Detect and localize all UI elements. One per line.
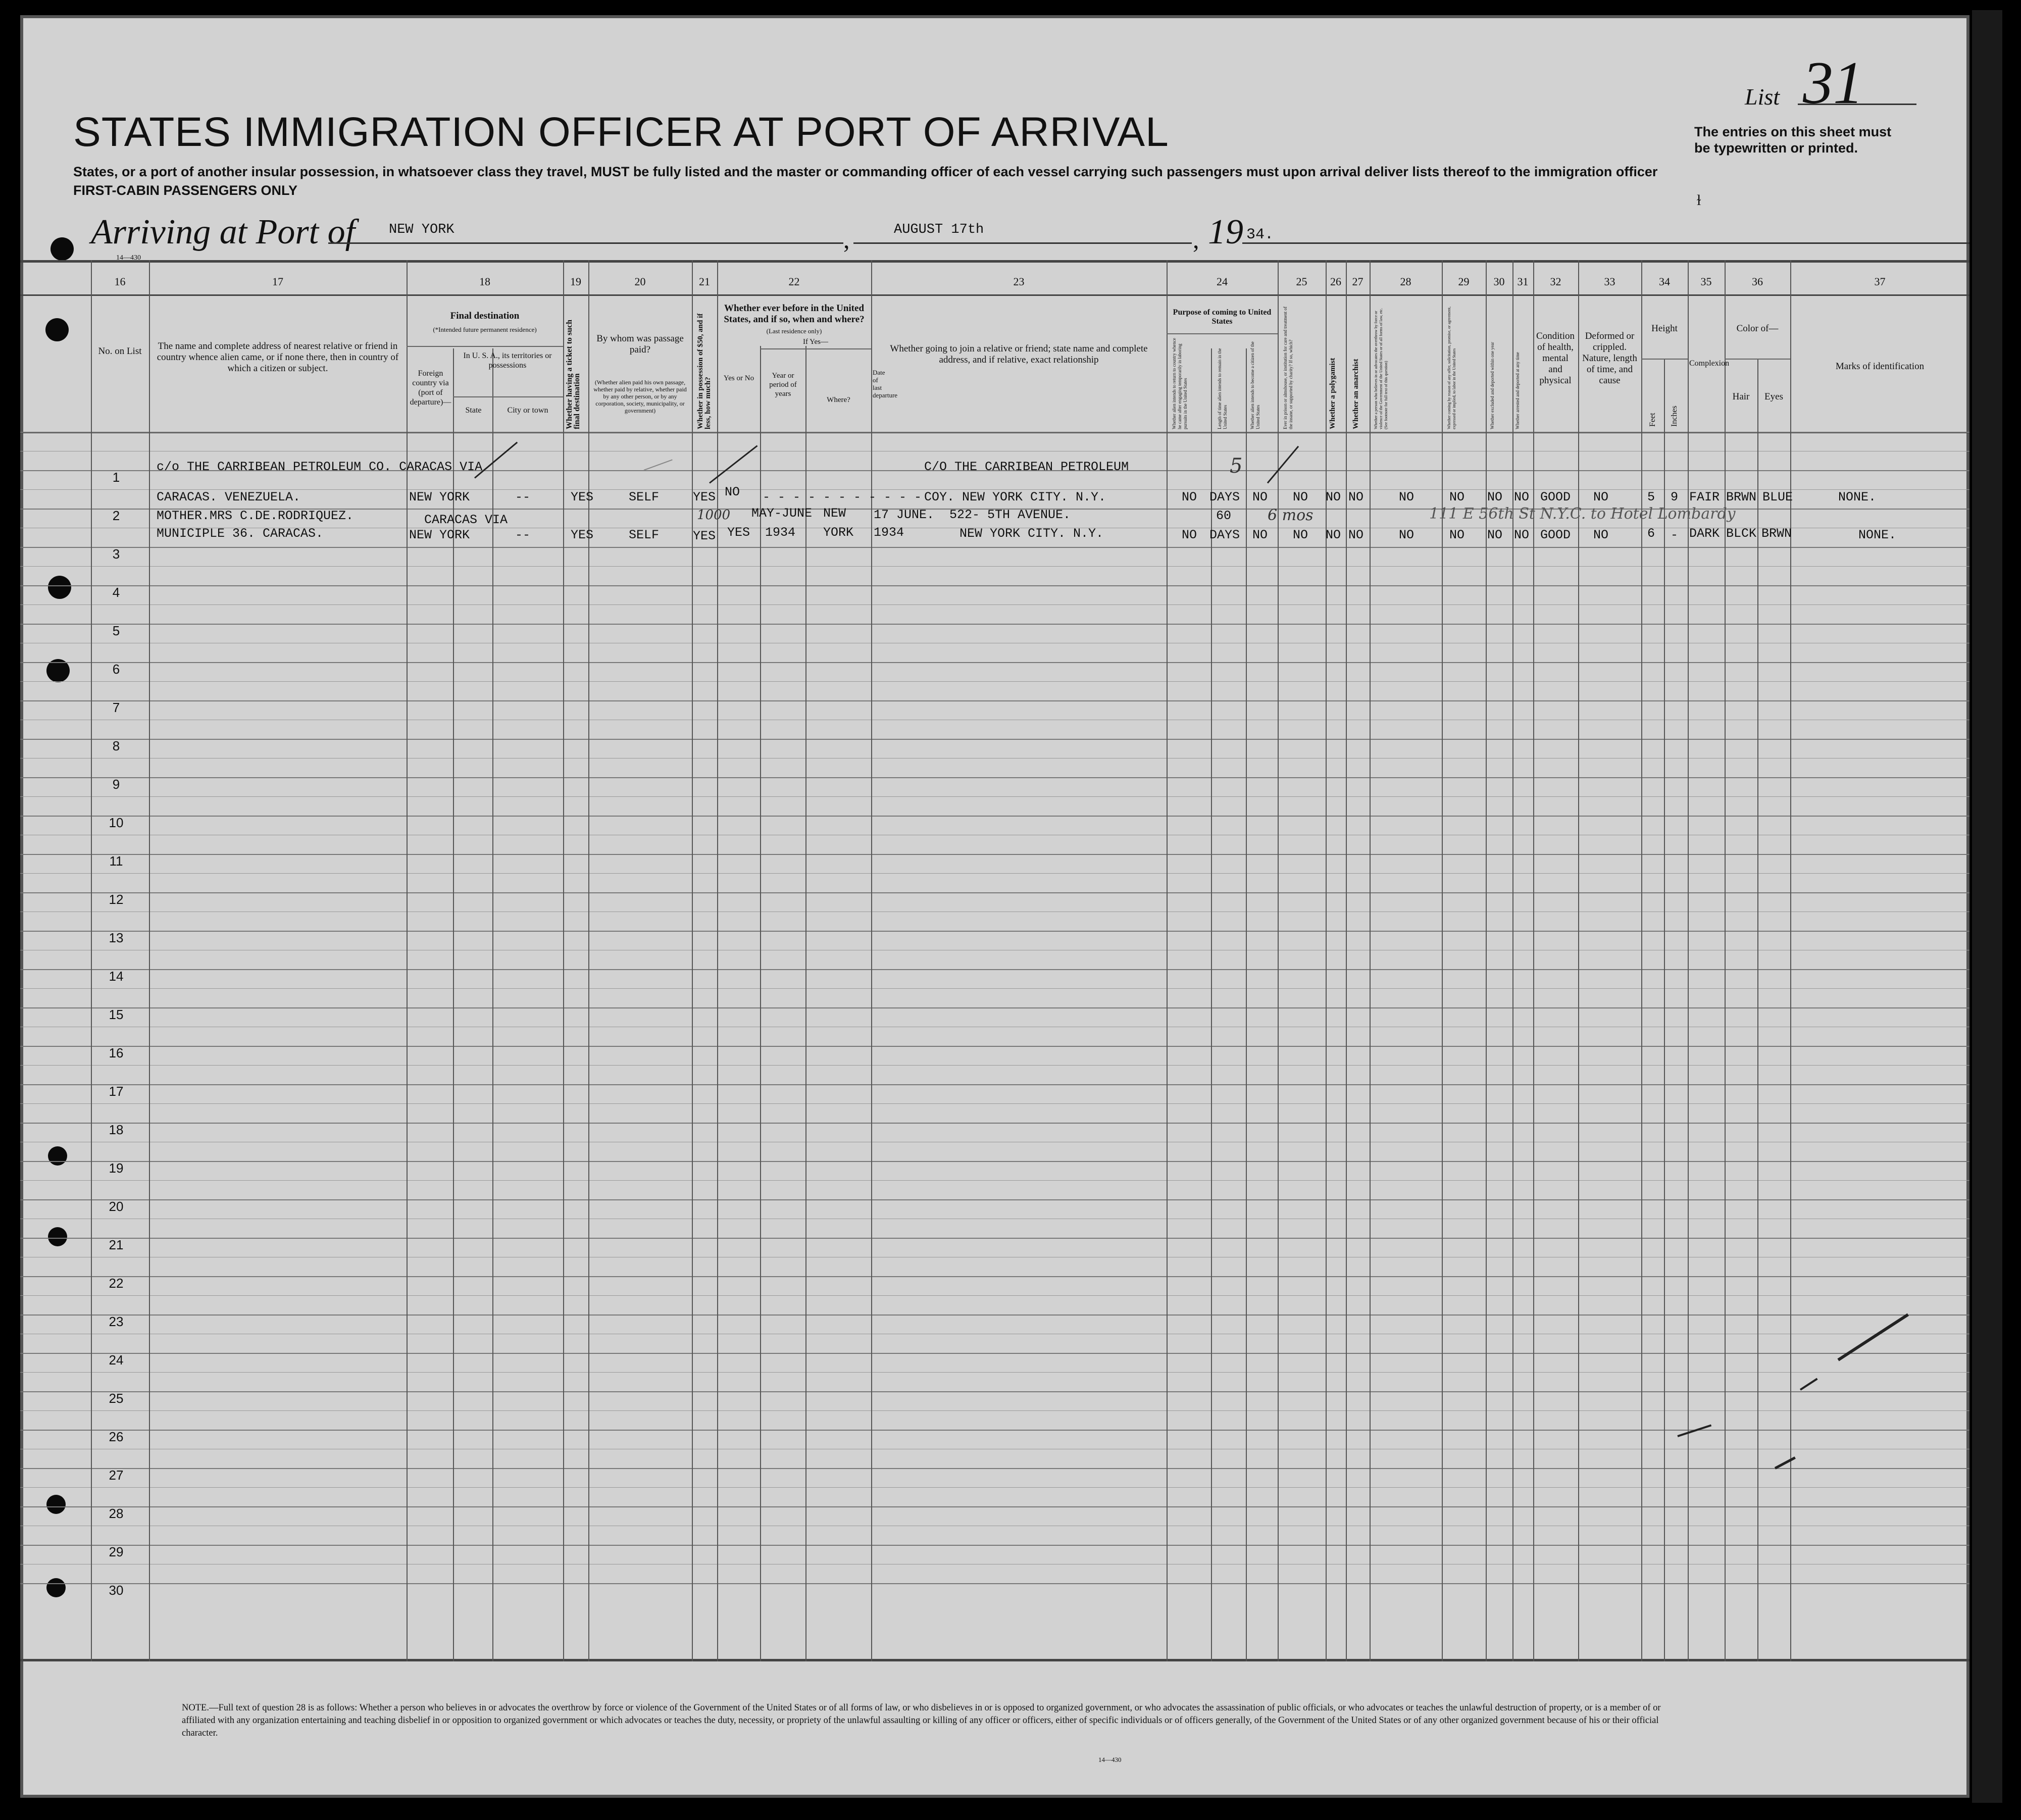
col-divider	[1370, 260, 1371, 1661]
entry-hair: BRWN	[1726, 490, 1757, 504]
row-line	[20, 432, 1969, 433]
entries-note-line-1: The entries on this sheet must	[1694, 124, 1892, 139]
col-divider	[1688, 260, 1689, 1661]
entry-fifty: YES	[693, 490, 716, 504]
row-number: 30	[109, 1583, 124, 1598]
header-no-on-list: No. on List	[98, 346, 142, 357]
row-number: 16	[109, 1045, 124, 1060]
header-before-in-us-sub: (Last residence only)	[766, 327, 822, 335]
row-number: 15	[109, 1007, 124, 1022]
header-deformed: Deformed or crippled. Nature, length of time, and cause	[1582, 331, 1637, 386]
col-divider	[1725, 260, 1726, 1661]
entry-where-2a: NEW	[823, 506, 846, 521]
instruction-text: States, or a port of another insular possession, in whatsoever class they travel, MUST be fully listed and the master or commanding officer of each vessel carrying such passengers must upon arrival deliver lists thereof to the immigration officer	[73, 164, 1658, 179]
row-line	[20, 892, 1969, 893]
entry-address-line2a: MOTHER.MRS C.DE.RODRIQUEZ.	[157, 509, 354, 523]
header-labor-offer: Whether coming by reason of any offer, solicitation, promise, or agreement, expressed or implied, to labor in the United States	[1447, 306, 1456, 429]
header-condition: Condition of health, mental and physical	[1536, 331, 1575, 386]
row-line	[20, 777, 1969, 778]
col-number: 31	[1517, 275, 1529, 288]
header-height: Height	[1651, 323, 1678, 334]
entry-ticket: YES	[571, 528, 594, 542]
col-number: 36	[1752, 275, 1763, 288]
header-purpose-return: Whether alien intends to return to country whence he came after engaging temporarily in laboring pursuits in the United States	[1172, 338, 1188, 429]
entry-joining: NEW YORK CITY. N.Y.	[959, 526, 1104, 541]
header-where: Where?	[827, 396, 850, 404]
row-line	[20, 1007, 1969, 1008]
manifest-table: 16 17 18 19 20 21 22 23 24 25 26 27 28 29 30 31 32 33 34 35 36 37 No. on List The name and complete address of nearest relative or friend in country whence alien came, or if none there, then in country of which a citizen or subject. Final destination (*Intended future permanent residence) Foreign country via (port of departure)— In U. S. A., its territories or possessions State City or town Whether having a ticket to such final destination By whom was passage paid? (Whether alien paid his own passage, whether paid by relative, whether paid by any other person, or by any corporation, society, municipality, or government) Whether in possession of $50, and if less, how much? Whether ever before in the United States, and if so, when and where? (Last residence only) If Yes— Yes or No Year or period of years Where? Date of last departure Whether going to join a relative or friend; state name and complete address, and if relative, exact relationship Purpose of coming to United States Whether alien intends to return to country whence he came after engaging temporarily in laboring pursuits in the United States Length of time alien intends to remain in the United States Whether alien intends to become a citizen of the United States Ever in prison or almshouse, or institution for care and treatment of the insane, or supported by charity? If so, which? Whether a polygamist Whether an anarchist Whether a person who believes in or advocates the overthrow by force or violence of the Government of the United States or of all forms of law, etc. (See footnote for full text of this question) Whether coming by reason of any offer, solicitation, promise, or agreement, expressed or implied, to labor in the United States Whether excluded and deported within one year Whether arrested and deported at any time Condition of health, mental and physical Deformed or crippled. Nature, length of time, and cause Height Feet Inches Complexion Color of— Hair Eyes Marks of identification 1 2 3 4 5 6 7 8 9 10 11 12 13 14 15 16 17 18 19 20 21 22 23 24 25 26 27 28 29 30 c/o THE CARRIBEAN PETROLEUM CO. CARACAS VIA C/O THE CARRIBEAN PETROLEUM CARACAS. VENEZUELA. NEW YORK -- YES SELF YES NO - - - - - - - - - - - COY. NEW YORK CITY. N.Y. NO DAYS NO NO NO NO NO NO NO NO GOOD NO 5 9 FAIR BRWN BLUE NONE. MOTHER.MRS C.DE.RODRIQUEZ. CARACAS VIA MAY-JUNE NEW 17 JUNE. 522- 5TH AVENUE. 60 MUNICIPLE 36. CARACAS. NEW YORK -- YES SELF YES YES 1934 YORK 1934 NEW YORK CITY. N.Y. NO DAYS NO NO NO NO NO NO NO NO GOOD NO 6 - DARK BLCK BRWN NONE. 5 1000 6 mos 111 E 56th St N.Y.C. to Hotel Lombardy	[20, 260, 1969, 1661]
header-passage-paid: By whom was passage paid?	[596, 333, 684, 355]
entry-citizen: NO	[1252, 490, 1268, 504]
col-divider	[1641, 260, 1642, 1661]
form-code: 14—430	[1098, 1756, 1122, 1763]
row-line	[20, 1238, 1969, 1239]
header-hair: Hair	[1732, 391, 1750, 402]
port-value: NEW YORK	[389, 222, 454, 237]
header-polygamist: Whether a polygamist	[1329, 358, 1337, 429]
entry-year-2a: MAY-JUNE	[751, 506, 813, 521]
row-number: 25	[109, 1391, 124, 1406]
col-number: 29	[1458, 275, 1470, 288]
row-subline	[20, 1065, 1969, 1066]
entry-where: YORK	[823, 525, 854, 540]
entry-joining-2a: 522- 5TH AVENUE.	[949, 508, 1071, 522]
entry-deformed: NO	[1593, 528, 1609, 542]
header-year: Year or period of years	[769, 372, 797, 398]
entry-paid-by: SELF	[629, 490, 660, 504]
row-line	[20, 1583, 1969, 1584]
entry-citizen: NO	[1252, 528, 1268, 542]
year-fill-line	[1242, 242, 1969, 244]
entry-foreign-port: NEW YORK	[409, 528, 470, 542]
row-number: 1	[112, 470, 120, 485]
row-number: 20	[109, 1199, 124, 1214]
col-number: 35	[1700, 275, 1712, 288]
class-line: FIRST-CABIN PASSENGERS ONLY	[73, 183, 298, 198]
row-number: 21	[109, 1237, 124, 1252]
entry-complexion: DARK	[1689, 526, 1720, 541]
entry-overthrow: NO	[1399, 490, 1414, 504]
subhdr-line	[760, 348, 871, 349]
tick-mark: ɫ	[1697, 192, 1701, 209]
col-number: 34	[1659, 275, 1670, 288]
row-number: 11	[109, 853, 123, 869]
row-subline	[20, 873, 1969, 874]
entry-before-us: YES	[727, 525, 750, 540]
comma: ,	[1193, 225, 1199, 254]
row-number: 6	[112, 662, 120, 677]
col-divider	[760, 346, 761, 1661]
entry-return: NO	[1182, 528, 1197, 542]
col-divider	[1664, 359, 1665, 1661]
row-number: 10	[109, 815, 124, 830]
row-subline	[20, 566, 1969, 567]
arriving-label: Arriving at Port of	[91, 213, 356, 251]
col-divider	[1486, 260, 1487, 1661]
entry-date: 1934	[874, 525, 904, 540]
col-divider	[492, 348, 493, 1661]
subhdr-line	[453, 396, 563, 397]
entry-excluded: NO	[1487, 528, 1503, 542]
header-feet: Feet	[1648, 413, 1657, 427]
entry-foreign-port-2a: CARACAS VIA	[424, 513, 508, 527]
entry-return: NO	[1182, 490, 1197, 504]
col-divider	[1211, 348, 1212, 1661]
row-line	[20, 854, 1969, 855]
header-arrested: Whether arrested and deported at any time	[1515, 352, 1520, 429]
comma: ,	[843, 225, 850, 254]
entry-health: GOOD	[1540, 490, 1571, 504]
col-divider	[149, 260, 150, 1661]
header-color-of: Color of—	[1736, 323, 1779, 334]
header-purpose: Purpose of coming to United States	[1173, 308, 1272, 326]
row-number: 26	[109, 1429, 124, 1444]
row-number: 14	[109, 969, 124, 984]
row-number: 27	[109, 1468, 124, 1483]
header-joining-relative: Whether going to join a relative or friend; state name and complete address, and if relative, exact relationship	[890, 343, 1148, 365]
header-anarchist: Whether an anarchist	[1352, 359, 1360, 429]
page-title: STATES IMMIGRATION OFFICER AT PORT OF ARRIVAL	[73, 109, 1169, 155]
col-number: 28	[1400, 275, 1411, 288]
entry-length-2a: 60	[1216, 509, 1232, 523]
binder-hole	[50, 237, 74, 261]
entry-health: GOOD	[1540, 528, 1571, 542]
entry-length: DAYS	[1209, 528, 1240, 542]
row-number: 22	[109, 1276, 124, 1291]
header-purpose-citizen: Whether alien intends to become a citizen of the United States	[1250, 341, 1260, 429]
entry-arrested: NO	[1514, 528, 1530, 542]
row-subline	[20, 988, 1969, 989]
handwritten-duration: 6 mos	[1268, 507, 1313, 524]
entry-state: --	[515, 490, 531, 504]
row-line	[20, 700, 1969, 701]
col-divider	[1167, 260, 1168, 1661]
entry-before-us: NO	[725, 485, 740, 499]
col-divider	[1790, 260, 1791, 1661]
subhdr-line	[1641, 359, 1688, 360]
row-subline	[20, 681, 1969, 682]
entry-deformed: NO	[1593, 490, 1609, 504]
handwritten-amount: 1000	[697, 508, 731, 523]
row-number: 29	[109, 1544, 124, 1559]
header-fifty-dollars: Whether in possession of $50, and if less, how much?	[696, 313, 712, 429]
header-overthrow: Whether a person who believes in or advocates the overthrow by force or violence of the Government of the United States or of all forms of law, etc. (See footnote for full text of this question)	[1374, 308, 1388, 429]
row-number: 23	[109, 1314, 124, 1329]
entry-labor: NO	[1449, 490, 1465, 504]
col-number: 19	[570, 275, 581, 288]
row-number: 13	[109, 930, 124, 945]
col-number: 23	[1013, 275, 1025, 288]
col-number: 16	[114, 275, 126, 288]
col-divider	[1346, 260, 1347, 1661]
col-divider	[453, 348, 454, 1661]
col-divider	[1246, 348, 1247, 1661]
col-divider	[91, 260, 92, 1661]
entries-note	[1694, 124, 1891, 156]
row-subline	[20, 1295, 1969, 1296]
col-divider	[692, 260, 693, 1661]
col-number: 18	[479, 275, 490, 288]
header-ticket: Whether having a ticket to such final destination	[565, 319, 581, 429]
row-subline	[20, 796, 1969, 797]
col-number: 27	[1352, 275, 1363, 288]
row-subline	[20, 758, 1969, 759]
entry-joining-line0: C/O THE CARRIBEAN PETROLEUM	[924, 460, 1129, 474]
entry-labor: NO	[1449, 528, 1465, 542]
row-number: 8	[112, 738, 120, 753]
header-eyes: Eyes	[1764, 391, 1783, 402]
row-line	[20, 624, 1969, 625]
entry-joining: COY. NEW YORK CITY. N.Y.	[924, 490, 1106, 504]
col-number: 21	[699, 275, 710, 288]
year-prefix: 19	[1208, 213, 1243, 251]
entry-marks: NONE.	[1858, 528, 1897, 542]
row-subline	[20, 1487, 1969, 1488]
list-number: 31	[1803, 49, 1863, 116]
entry-address-line0: c/o THE CARRIBEAN PETROLEUM CO. CARACAS VIA	[157, 460, 483, 474]
col-number: 25	[1296, 275, 1307, 288]
row-number: 9	[112, 777, 120, 792]
col-divider	[1442, 260, 1443, 1661]
row-line	[20, 585, 1969, 586]
col-number: 33	[1604, 275, 1615, 288]
entry-length: DAYS	[1209, 490, 1240, 504]
handwritten-address: 111 E 56th St N.Y.C. to Hotel Lombardy	[1429, 505, 1736, 523]
entry-state: --	[515, 528, 531, 542]
row-line	[20, 662, 1969, 663]
header-yes-no: Yes or No	[723, 374, 754, 382]
row-line	[20, 1276, 1969, 1277]
row-line	[20, 1199, 1969, 1200]
header-nearest-relative: The name and complete address of nearest relative or friend in country whence alien came, or if none there, then in country of which a citizen or subject.	[157, 341, 399, 374]
row-number: 4	[112, 585, 120, 600]
header-complexion: Complexion	[1689, 359, 1730, 368]
row-number: 2	[112, 508, 120, 523]
col-divider	[1512, 260, 1513, 1661]
entry-year: 1934	[765, 525, 796, 540]
entry-fifty: YES	[693, 529, 716, 543]
col-divider	[1757, 359, 1758, 1661]
row-number: 5	[112, 623, 120, 638]
row-line	[20, 931, 1969, 932]
col-number: 26	[1330, 275, 1341, 288]
header-final-destination: Final destination	[450, 311, 520, 321]
header-foreign-country: Foreign country via (port of departure)—	[410, 369, 451, 407]
entry-hair: BLCK	[1726, 526, 1757, 541]
entry-address: MUNICIPLE 36. CARACAS.	[157, 526, 324, 541]
col-divider	[1578, 260, 1579, 1661]
list-label: List	[1745, 84, 1780, 110]
col-number: 24	[1217, 275, 1228, 288]
header-before-in-us: Whether ever before in the United States, and if so, when and where?	[724, 303, 865, 325]
row-number: 28	[109, 1506, 124, 1521]
row-line	[20, 1468, 1969, 1469]
date-value: AUGUST 17th	[894, 222, 984, 237]
row-line	[20, 969, 1969, 970]
col-number: 32	[1550, 275, 1561, 288]
entries-note-line-2: be typewritten or printed.	[1694, 140, 1858, 156]
year-suffix: 34.	[1246, 226, 1274, 243]
entry-anarchist: NO	[1348, 490, 1364, 504]
header-prison: Ever in prison or almshouse, or institution for care and treatment of the insane, or supported by charity? If so, which?	[1283, 307, 1293, 429]
row-number: 19	[109, 1160, 124, 1176]
header-final-destination-sub: (*Intended future permanent residence)	[433, 326, 537, 333]
entry-feet: 5	[1647, 490, 1655, 504]
row-subline	[20, 1372, 1969, 1373]
entry-inches: 9	[1671, 490, 1679, 504]
subhdr-line	[1167, 333, 1278, 334]
col-number: 22	[788, 275, 800, 288]
form-code-top: 14—430	[116, 254, 141, 262]
col-divider	[871, 260, 872, 1661]
subhdr-line	[407, 346, 563, 347]
header-state: State	[465, 406, 482, 415]
col-number: 37	[1874, 275, 1886, 288]
col-divider	[717, 260, 718, 1661]
col-divider	[1533, 260, 1534, 1661]
entry-arrested: NO	[1514, 490, 1530, 504]
row-line	[20, 1545, 1969, 1546]
row-subline	[20, 1103, 1969, 1104]
col-number: 30	[1493, 275, 1505, 288]
row-subline	[20, 604, 1969, 605]
row-number: 3	[112, 546, 120, 562]
row-line	[20, 1123, 1969, 1124]
row-line	[20, 739, 1969, 740]
row-number: 17	[109, 1084, 124, 1099]
header-marks: Marks of identification	[1835, 361, 1925, 372]
row-line	[20, 1353, 1969, 1354]
row-subline	[20, 1410, 1969, 1411]
header-purpose-length: Length of time alien intends to remain in the United States	[1217, 348, 1228, 429]
col-number: 20	[634, 275, 646, 288]
entry-excluded: NO	[1487, 490, 1503, 504]
entry-ticket: YES	[571, 490, 594, 504]
row-line	[20, 547, 1969, 548]
row-line	[20, 1315, 1969, 1316]
entry-prison: NO	[1293, 528, 1308, 542]
list-number-line	[1798, 104, 1916, 105]
row-number: 18	[109, 1122, 124, 1137]
col-divider	[563, 260, 564, 1661]
page-edge-shadow	[1972, 10, 2002, 1803]
row-line	[20, 1046, 1969, 1047]
header-excluded: Whether excluded and deported within one year	[1490, 342, 1495, 429]
row-line	[20, 1391, 1969, 1392]
header-passage-paid-sub: (Whether alien paid his own passage, whether paid by relative, whether paid by any other person, or by any corporation, society, municipality, or government)	[593, 379, 687, 414]
header-usa-territories: In U. S. A., its territories or possessions	[463, 351, 552, 370]
entry-polygamist: NO	[1326, 490, 1341, 504]
entry-complexion: FAIR	[1689, 490, 1720, 504]
entry-eyes: BLUE	[1762, 490, 1793, 504]
entry-feet: 6	[1647, 526, 1655, 541]
row-number: 24	[109, 1352, 124, 1368]
header-divider	[20, 294, 1969, 296]
date-fill-line	[853, 242, 1192, 244]
entry-date-2a: 17 JUNE.	[874, 508, 935, 522]
footnote: NOTE.—Full text of question 28 is as follows: Whether a person who believes in or advocates the overthrow by force or violence of the Government of the United States or of all forms of law, or who disbelieves in or is opposed to organized government, or who advocates the assassination of public officials, or who advocates or teaches the unlawful destruction of property, or is a member of or affiliated with any organization entertaining and teaching disbelief in or opposition to organized government or which advocates or teaches the duty, necessity, or propriety of the unlawful assaulting or killing of any officer or officers, either of specific individuals or of officers generally, of the Government of the United States or of any other organized government because of his or their official character.	[182, 1703, 1661, 1738]
port-fill-line	[328, 242, 843, 244]
entry-paid-by: SELF	[629, 528, 660, 542]
row-line	[20, 1161, 1969, 1162]
entry-prison: NO	[1293, 490, 1308, 504]
col-divider	[1326, 260, 1327, 1661]
subhdr-line	[1725, 359, 1790, 360]
row-line	[20, 816, 1969, 817]
row-number: 7	[112, 700, 120, 715]
col-divider	[588, 260, 589, 1661]
row-line	[20, 1506, 1969, 1507]
row-line	[20, 1084, 1969, 1085]
row-subline	[20, 1180, 1969, 1181]
header-inches: Inches	[1670, 406, 1679, 427]
handwritten-number: 5	[1230, 454, 1243, 478]
row-number: 12	[109, 892, 124, 907]
header-if-yes: If Yes—	[802, 338, 828, 346]
entry-polygamist: NO	[1326, 528, 1341, 542]
entry-anarchist: NO	[1348, 528, 1364, 542]
entry-eyes: BRWN	[1761, 526, 1792, 541]
entry-foreign-port: NEW YORK	[409, 490, 470, 504]
entry-before-us-dash: - - - - - - - - - - -	[763, 490, 922, 504]
entry-marks: NONE.	[1838, 490, 1877, 504]
entry-overthrow: NO	[1399, 528, 1414, 542]
row-line	[20, 1430, 1969, 1431]
col-divider	[805, 346, 806, 1661]
entry-inches: -	[1671, 528, 1679, 542]
entry-address: CARACAS. VENEZUELA.	[157, 490, 301, 504]
col-number: 17	[272, 275, 283, 288]
header-city: City or town	[507, 406, 548, 415]
